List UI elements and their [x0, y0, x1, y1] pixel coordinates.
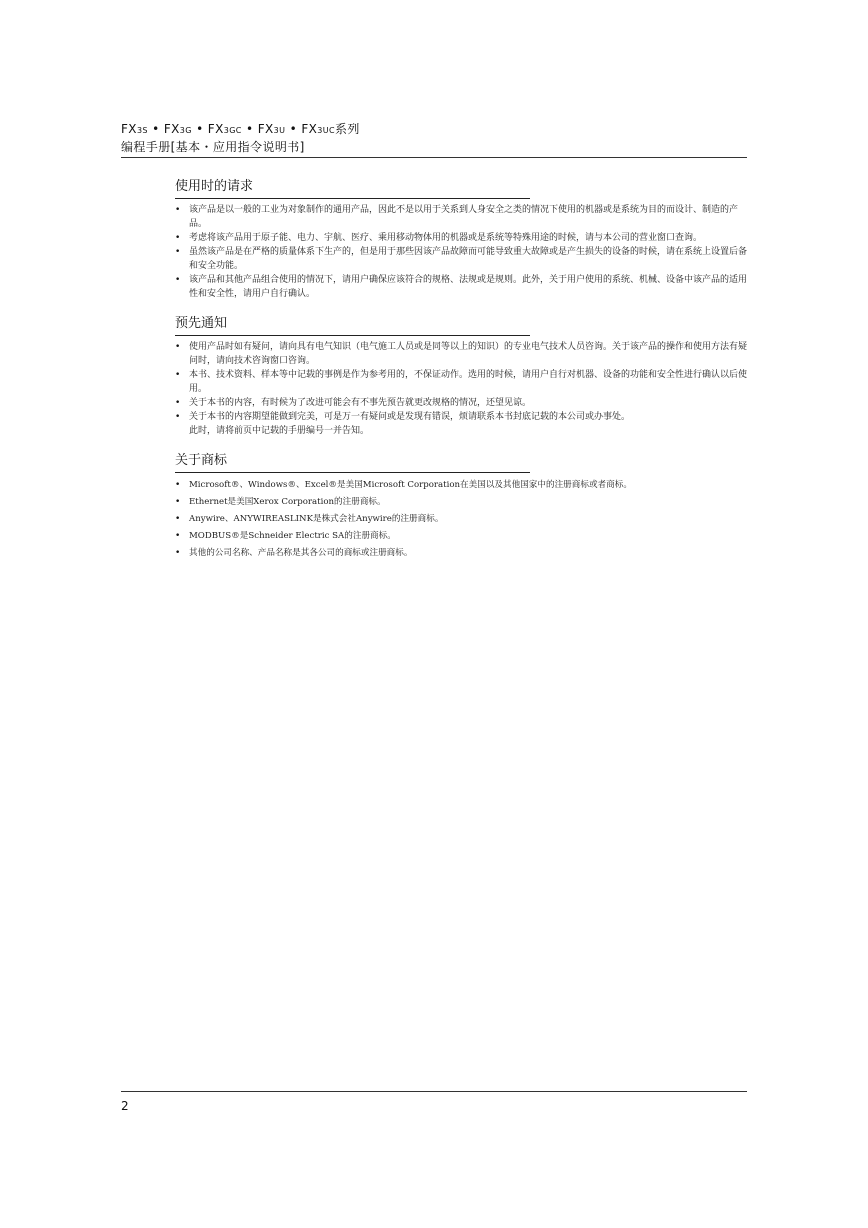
bullet-list [175, 477, 750, 562]
list-item: • 关于本书的内容，有时候为了改进可能会有不事先预告就更改规格的情况，还望见谅。 [175, 396, 750, 410]
series-model [164, 122, 192, 136]
list-item: • 虽然该产品是在严格的质量体系下生产的，但是用于那些因该产品故障而可能导致重大故障或是产生损失的设备的时候，请在系统上设置后备和安全功能。 [175, 245, 750, 273]
list-item: • Microsoft®、Windows®、Excel®是美国Microsoft Corporation在美国以及其他国家中的注册商标或者商标。 [175, 477, 750, 494]
series-separator: • [241, 122, 258, 136]
section-title: 预先通知 [175, 315, 530, 336]
series-model-main: FX [257, 122, 274, 136]
page-content [175, 178, 750, 576]
section-title: 关于商标 [175, 452, 530, 473]
list-item: • MODBUS®是Schneider Electric SA的注册商标。 [175, 528, 750, 545]
page-header [121, 121, 747, 158]
section-usage-requests [175, 178, 750, 301]
list-item: • 使用产品时如有疑问，请向具有电气知识（电气施工人员或是同等以上的知识）的专业电气技术人员咨询。关于该产品的操作和使用方法有疑问时，请向技术咨询窗口咨询。 [175, 340, 750, 368]
series-model [208, 122, 242, 136]
list-item-note: 此时，请将前页中记载的手册编号一并告知。 [189, 426, 370, 436]
section-trademarks [175, 452, 750, 562]
manual-title: 编程手册[基本・应用指令说明书] [121, 140, 305, 154]
series-model-suffix: 3U [273, 126, 286, 135]
bullet-list [175, 203, 750, 301]
series-suffix: 系列 [335, 122, 360, 136]
section-advance-notice [175, 315, 750, 438]
series-model [301, 122, 335, 136]
series-model [258, 122, 286, 136]
list-item: • Anywire、ANYWIREASLINK是株式会社Anywire的注册商标。 [175, 511, 750, 528]
page-footer [121, 1091, 747, 1113]
list-item: • 该产品是以一般的工业为对象制作的通用产品，因此不是以用于关系到人身安全之类的情况下使用的机器或是系统为目的而设计、制造的产品。 [175, 203, 750, 231]
list-item: • Ethernet是美国Xerox Corporation的注册商标。 [175, 494, 750, 511]
list-item: • 本书、技术资料、样本等中记载的事例是作为参考用的，不保证动作。选用的时候，请用户自行对机器、设备的功能和安全性进行确认以后使用。 [175, 368, 750, 396]
list-item: • 其他的公司名称、产品名称是其各公司的商标或注册商标。 [175, 545, 750, 562]
series-model [121, 122, 148, 136]
series-model-list [121, 122, 335, 136]
series-model-suffix: 3G [179, 126, 192, 135]
list-item: • 考虑将该产品用于原子能、电力、宇航、医疗、乘用移动物体用的机器或是系统等特殊用途的时候，请与本公司的营业窗口查询。 [175, 231, 750, 245]
list-item [175, 410, 750, 438]
list-item: • 该产品和其他产品组合使用的情况下，请用户确保应该符合的规格、法规或是规则。此外，关于用户使用的系统、机械、设备中该产品的适用性和安全性，请用户自行确认。 [175, 273, 750, 301]
series-separator: • [285, 122, 302, 136]
series-separator: • [147, 122, 164, 136]
page-number: 2 [121, 1099, 129, 1113]
list-item-text: 关于本书的内容期望能做到完美，可是万一有疑问或是发现有错误，烦请联系本书封底记载的本公司或办事处。 [189, 412, 631, 422]
series-model-main: FX [121, 122, 137, 136]
series-model-main: FX [301, 122, 318, 136]
series-title [121, 121, 747, 139]
bullet-list [175, 340, 750, 438]
series-model-suffix: 3UC [317, 126, 335, 135]
series-separator: • [191, 122, 208, 136]
series-model-main: FX [163, 122, 180, 136]
series-model-suffix: 3GC [223, 126, 242, 135]
series-model-main: FX [207, 122, 224, 136]
series-model-suffix: 3S [136, 126, 148, 135]
section-title: 使用时的请求 [175, 178, 530, 199]
